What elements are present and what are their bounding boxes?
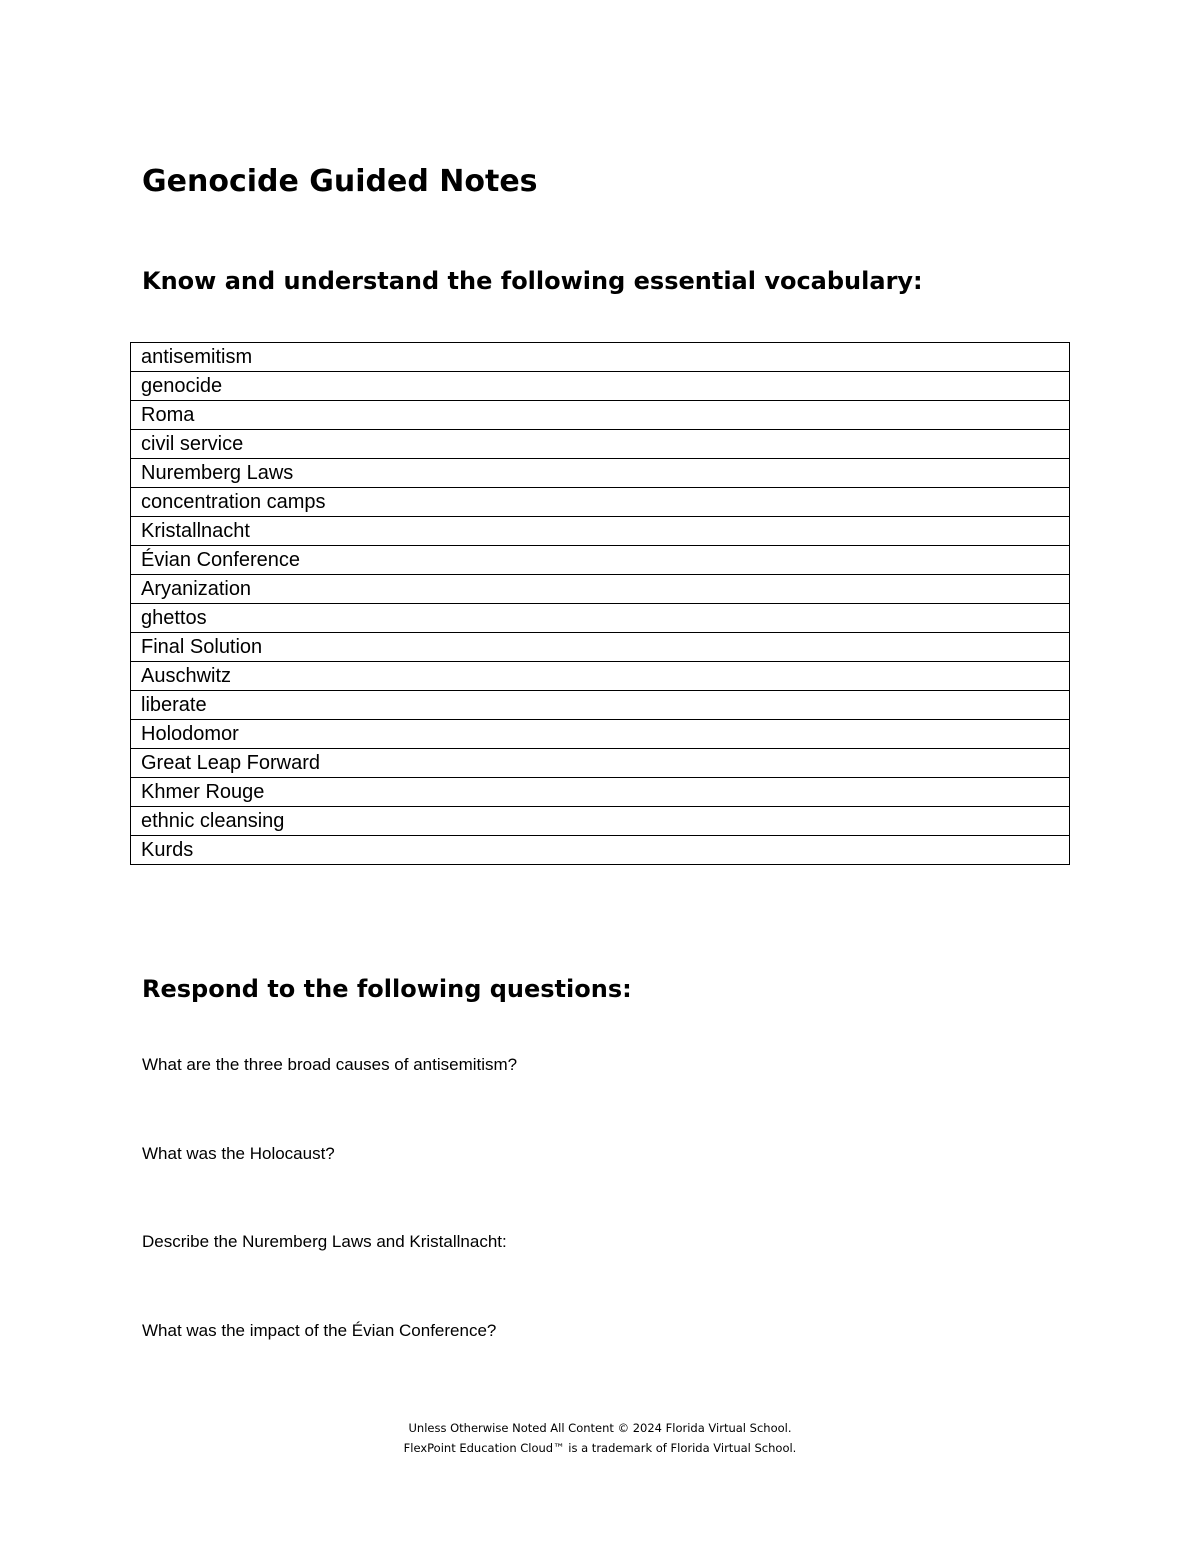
page-title: Genocide Guided Notes: [142, 164, 538, 199]
vocabulary-term: Kurds: [131, 836, 1070, 865]
table-row: [131, 575, 1070, 604]
vocabulary-term: ethnic cleansing: [131, 807, 1070, 836]
table-row: [131, 488, 1070, 517]
vocabulary-term: antisemitism: [131, 343, 1070, 372]
footer-copyright: Unless Otherwise Noted All Content © 2024 Florida Virtual School.: [408, 1421, 792, 1435]
table-row: [131, 720, 1070, 749]
table-row: [131, 662, 1070, 691]
vocabulary-term: Nuremberg Laws: [131, 459, 1070, 488]
question-prompt: What was the Holocaust?: [142, 1144, 335, 1163]
table-row: [131, 401, 1070, 430]
vocabulary-term: ghettos: [131, 604, 1070, 633]
table-row: [131, 836, 1070, 865]
vocabulary-term: Khmer Rouge: [131, 778, 1070, 807]
vocabulary-term: Kristallnacht: [131, 517, 1070, 546]
table-row: [131, 778, 1070, 807]
table-row: [131, 604, 1070, 633]
table-row: [131, 459, 1070, 488]
question-prompt: What are the three broad causes of antisemitism?: [142, 1055, 518, 1074]
table-row: [131, 691, 1070, 720]
question-prompt: Describe the Nuremberg Laws and Kristallnacht:: [142, 1232, 507, 1251]
table-row: [131, 633, 1070, 662]
table-row: [131, 372, 1070, 401]
vocabulary-table: [130, 342, 1070, 865]
question-prompt: What was the impact of the Évian Conference?: [142, 1321, 497, 1340]
vocabulary-term: Great Leap Forward: [131, 749, 1070, 778]
table-row: [131, 343, 1070, 372]
table-row: [131, 517, 1070, 546]
table-row: [131, 807, 1070, 836]
footer-trademark: FlexPoint Education Cloud™ is a trademark of Florida Virtual School.: [403, 1441, 797, 1455]
vocabulary-term: Holodomor: [131, 720, 1070, 749]
vocabulary-term: concentration camps: [131, 488, 1070, 517]
table-row: [131, 430, 1070, 459]
vocabulary-term: Auschwitz: [131, 662, 1070, 691]
vocabulary-term: civil service: [131, 430, 1070, 459]
vocabulary-term: Évian Conference: [131, 546, 1070, 575]
table-row: [131, 546, 1070, 575]
vocabulary-term: Final Solution: [131, 633, 1070, 662]
vocabulary-heading: Know and understand the following essential vocabulary:: [142, 267, 923, 295]
vocabulary-term: genocide: [131, 372, 1070, 401]
questions-heading: Respond to the following questions:: [142, 975, 632, 1003]
vocabulary-term: Roma: [131, 401, 1070, 430]
table-row: [131, 749, 1070, 778]
vocabulary-term: liberate: [131, 691, 1070, 720]
vocabulary-term: Aryanization: [131, 575, 1070, 604]
